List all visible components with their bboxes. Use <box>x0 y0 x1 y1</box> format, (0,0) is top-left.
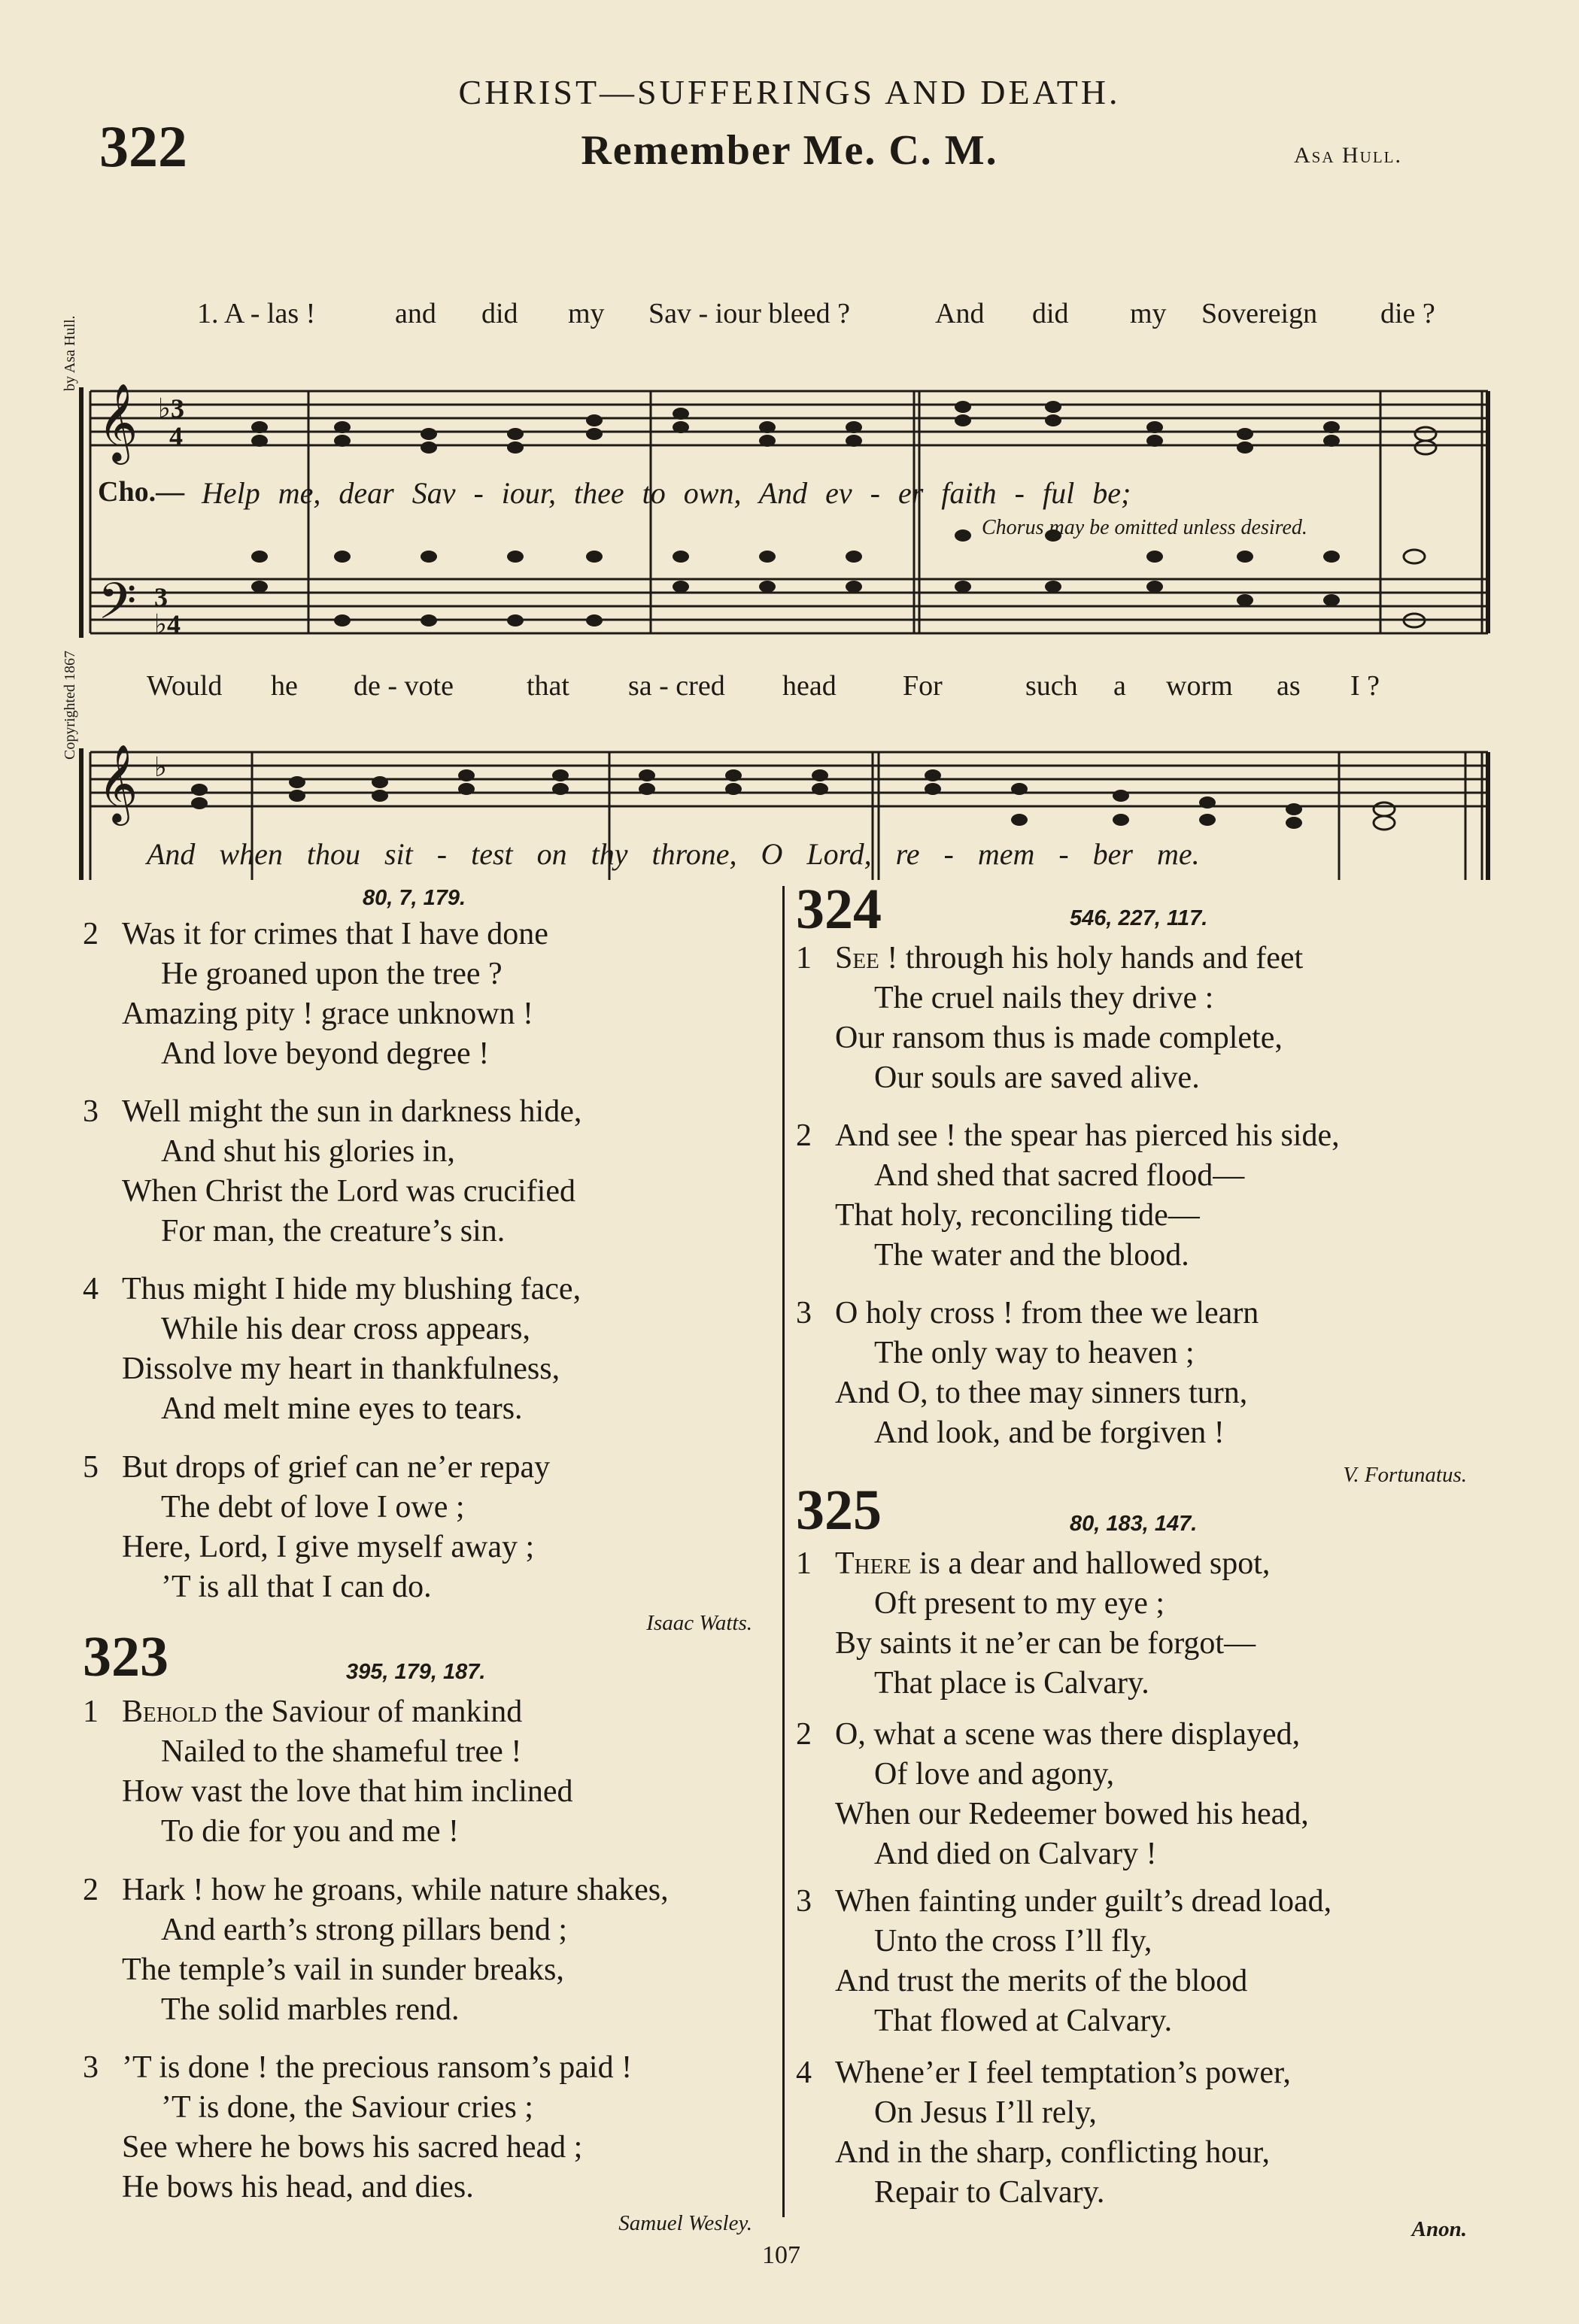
svg-text:♭3: ♭3 <box>158 393 184 423</box>
lyric-1-5: Sav - iour bleed ? <box>648 298 851 329</box>
svg-text:𝄞: 𝄞 <box>98 383 138 462</box>
refs-322: 80, 7, 179. <box>363 886 466 910</box>
verse-324-2: 2 And see ! the spear has pierced his side, And shed that sacred flood— That holy, reconciling tide— The water and the blood. <box>796 1118 1340 1273</box>
verse-322-2: 2 Was it for crimes that I have done He groaned upon the tree ? Amazing pity ! grace unknown ! And love beyond degree ! <box>83 917 548 1071</box>
verse-325-4: 4 Whene’er I feel temptation’s power, On Jesus I’ll rely, And in the sharp, conflicting hour, Repair to Calvary. <box>796 2055 1291 2210</box>
lyric-1-6: And <box>935 298 985 329</box>
music-score <box>0 188 1579 880</box>
svg-text:3: 3 <box>154 582 168 612</box>
chorus-label: Cho.— <box>98 476 185 508</box>
lyric-1-2: and <box>395 298 436 329</box>
verse-324-1: 1 See ! through his holy hands and feet The cruel nails they drive : Our ransom thus is made complete, Our souls are saved alive. <box>796 941 1304 1095</box>
lyric-2-12: I ? <box>1350 670 1380 702</box>
verse-322-3: 3 Well might the sun in darkness hide, And shut his glories in, When Christ the Lord was crucified For man, the creature’s sin. <box>83 1094 582 1248</box>
side-credit-copyright: Copyrighted 1867 <box>62 651 78 760</box>
chorus-note: Chorus may be omitted unless desired. <box>982 516 1307 539</box>
refs-323: 395, 179, 187. <box>346 1660 486 1684</box>
author-322: Isaac Watts. <box>646 1611 752 1635</box>
verse-325-1: 1 There is a dear and hallowed spot, Oft present to my eye ; By saints it ne’er can be forgot— That place is Calvary. <box>796 1546 1271 1701</box>
verse-324-3: 3 O holy cross ! from thee we learn The only way to heaven ; And O, to thee may sinners turn, And look, and be forgiven ! <box>796 1296 1259 1450</box>
lyric-2-2: he <box>271 670 298 702</box>
lyric-2-4: that <box>527 670 569 702</box>
lyric-2-3: de - vote <box>354 670 454 702</box>
svg-text:4: 4 <box>169 421 183 451</box>
column-divider <box>782 886 785 2217</box>
lyric-1-9: Sovereign <box>1201 298 1318 329</box>
hymn-number-325: 325 <box>796 1479 882 1542</box>
section-title: CHRIST—SUFFERINGS AND DEATH. <box>458 73 1121 111</box>
svg-text:♭4: ♭4 <box>154 609 181 639</box>
hymn-number-323: 323 <box>83 1625 169 1688</box>
author-325: Anon. <box>1411 2217 1467 2241</box>
side-credit-author: by Asa Hull. <box>62 315 78 391</box>
lyric-2-6: head <box>782 670 837 702</box>
lyric-1-3: did <box>481 298 518 329</box>
verse-323-1: 1 Behold the Saviour of mankind Nailed to the shameful tree ! How vast the love that him inclined To die for you and me ! <box>83 1694 573 1849</box>
verse-325-3: 3 When fainting under guilt’s dread load, Unto the cross I’ll fly, And trust the merits of the blood That flowed at Calvary. <box>796 1884 1332 2038</box>
lyric-1-4: my <box>568 298 605 329</box>
hymn-number-324: 324 <box>796 878 882 941</box>
verse-325-2: 2 O, what a scene was there displayed, Of love and agony, When our Redeemer bowed his head, And died on Calvary ! <box>796 1717 1309 1871</box>
chorus-line-2: And when thou sit - test on thy throne, O Lord, re - mem - ber me. <box>147 837 1200 871</box>
verse-322-5: 5 But drops of grief can ne’er repay The debt of love I owe ; Here, Lord, I give myself away ; ’T is all that I can do. <box>83 1450 551 1604</box>
lyric-2-10: worm <box>1166 670 1233 702</box>
lyric-2-8: such <box>1025 670 1078 702</box>
lyric-2-1: Would <box>147 670 223 702</box>
hymn-number-322: 322 <box>99 114 187 179</box>
svg-text:𝄞: 𝄞 <box>98 744 138 823</box>
author-323: Samuel Wesley. <box>618 2211 752 2235</box>
lyric-2-9: a <box>1113 670 1126 702</box>
svg-text:♭: ♭ <box>154 752 167 782</box>
chorus-line-1: Help me, dear Sav - iour, thee to own, And ev - er faith - ful be; <box>202 476 1131 510</box>
verse-323-2: 2 Hark ! how he groans, while nature shakes, And earth’s strong pillars bend ; The temple’s vail in sunder breaks, The solid marbles rend. <box>83 1873 669 2027</box>
bass-staff-1 <box>90 579 1488 633</box>
treble-staff-1 <box>90 391 1488 445</box>
lyric-1-8: my <box>1130 298 1167 329</box>
lyric-2-5: sa - cred <box>628 670 725 702</box>
verse-322-4: 4 Thus might I hide my blushing face, While his dear cross appears, Dissolve my heart in thankfulness, And melt mine eyes to tears. <box>83 1272 581 1426</box>
verse-323-3: 3 ’T is done ! the precious ransom’s paid ! ’T is done, the Saviour cries ; See where he bows his sacred head ; He bows his head, and dies. <box>83 2050 633 2204</box>
composer: Asa Hull. <box>1294 143 1402 168</box>
refs-325: 80, 183, 147. <box>1070 1512 1198 1536</box>
author-324: V. Fortunatus. <box>1343 1463 1467 1487</box>
page-number: 107 <box>762 2241 800 2269</box>
lyric-1-7: did <box>1032 298 1069 329</box>
refs-324: 546, 227, 117. <box>1070 906 1208 930</box>
lyric-1-10: die ? <box>1380 298 1435 329</box>
lyric-1-1: 1. A - las ! <box>197 298 316 329</box>
tune-title: Remember Me. C. M. <box>581 127 998 174</box>
lyric-2-11: as <box>1277 670 1301 702</box>
svg-text:𝄢: 𝄢 <box>98 572 137 642</box>
lyric-2-7: For <box>903 670 943 702</box>
